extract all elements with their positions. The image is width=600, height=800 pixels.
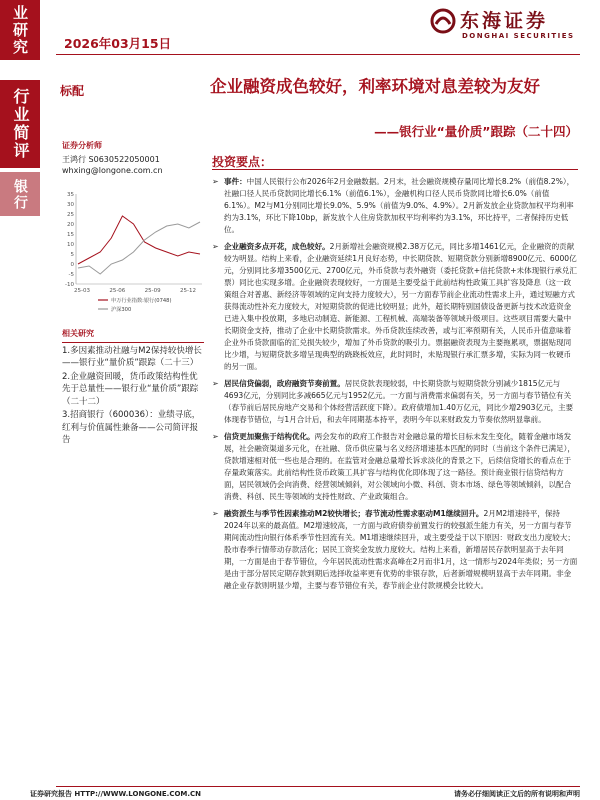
paragraph-corporate-financing: [212, 241, 578, 373]
y-tick-label: 10: [67, 242, 74, 248]
paragraph-event: [212, 176, 578, 236]
related-research: [62, 328, 204, 448]
y-tick-label: 20: [67, 222, 74, 228]
paragraph-lead: 融资派生与季节性因素推动M2较快增长；春节流动性需求驱动M1继续回升。: [224, 509, 484, 518]
paragraph-text: 2月M2增速持平，保持2024年以来的最高值。M2增速较高，一方面与政府债券前置发行的较强派生能力有关，另一方面与春节期间流动性向银行体系季节性回流有关。M1增速继续回升，或主要受益于以下原因：财政支出力度较大；股市春季行情带动存款活化；居民工资奖金发放力度较大。结构上来看，新增居民存款明显高于去年同期，一方面是由于春节错位，今年居民流动性需求高峰在2月而非1月，这一情形与2024年类似；另一方面是由于部分居民定期存款到期后选择收益率更有优势的非银存款，后者新增规模明显高于去年同期。非金融企业存款则明显少增，主要与春节错位有关，春节前企业付款规模会比较大。: [224, 509, 578, 590]
paragraph-text: 居民贷款表现较弱，中长期贷款与短期贷款分别减少1815亿元与4693亿元，分别同比多减665亿元与1952亿元。一方面与消费需求偏弱有关，另一方面与春节错位有关（春节前后居民房地产交易和个体经营活跃度下降）。政府债增加1.40万亿元，同比少增2903亿元，主要体现春节错位，与1月合计后，和去年同期基本持平，表明今年以来财政发力节奏依然明显靠前。: [224, 379, 574, 424]
y-tick-label: 15: [67, 232, 74, 238]
y-tick-label: 5: [70, 252, 74, 258]
main-content: [212, 176, 578, 597]
x-tick-label: 25-03: [74, 288, 90, 294]
analyst-name: 王鸿行 S0630522050001: [62, 155, 160, 164]
bullet-icon: ➢: [212, 432, 219, 441]
y-tick-label: 0: [70, 262, 74, 268]
strip-label-research: 业研究: [11, 4, 29, 56]
series-line-0: [78, 216, 200, 264]
legend-label: 沪深300: [111, 307, 132, 313]
y-tick-label: 30: [67, 202, 74, 208]
paragraph-lead: 居民信贷偏弱，政府融资节奏前置。: [224, 379, 345, 388]
bullet-icon: ➢: [212, 379, 219, 388]
analyst-heading: 证券分析师: [62, 141, 102, 150]
related-item[interactable]: 1.多因素推动社融与M2保持较快增长——银行业“量价质”跟踪（二十三）: [62, 345, 202, 368]
logo-text-en: DONGHAI SECURITIES: [462, 32, 575, 40]
report-title: 企业融资成色较好，利率环境对息差较为友好: [210, 77, 540, 96]
paragraph-text: 2月新增社会融资规模2.38万亿元，同比多增1461亿元，企业融资的贡献较为明显。结构上来看，企业融资延续1月良好态势，中长期贷款、短期贷款分别新增8900亿元、6000亿元，分别同比多增3500亿元、2700亿元，外币贷款与表外融资（委托贷款+信托贷款+未体现银行承兑汇票）同比也实现多增。企业融资表现较好，一方面是主要受益于此前结构性政策工具扩容及降息（这一政策组合对普惠、新经济等领域的定向支持力度较大），另一方面春节前企业流动性需求上升，通过短融方式获得流动性补充力度较大，对短期贷款的促进比较明显；此外，超长期特别国债设备更新与技术改造资金已进入集中投放期，多地启动制造、新能源、工程机械、高端装备等领域升级项目。这些项目需要大量中长期资金支持，推动了企业中长期贷款需求。外币贷款连续改善，或与汇率预期有关，人民币升值意味着企业外币贷款面临的汇兑损失较少，增加了外币贷款的吸引力。票据融资表现为主要拖累项，票据贴现同比少增，与短期贷款多增呈现典型的跷跷板效应，此时同时，未贴现银行承汇票多增，实际为同一枚硬币的另一面。: [224, 242, 577, 371]
y-tick-label: 35: [67, 192, 74, 198]
paragraph-lead: 事件：: [224, 177, 247, 186]
related-item[interactable]: 3.招商银行（600036）：业绩寻底，红利与价值属性兼备——公司简评报告: [62, 410, 201, 445]
report-subtitle: ——银行业“量价质”跟踪（二十四）: [374, 124, 578, 139]
strip-label-industry: 银行: [12, 179, 28, 211]
investment-points-heading: 投资要点：: [212, 155, 273, 169]
paragraph-lead: 企业融资多点开花，成色较好。: [224, 242, 330, 251]
paragraph-text: 两会发布的政府工作报告对金融总量的增长目标未发生变化，随着金融市场发展，社会融资渠道多元化，在社融、货币供应量与名义经济增速基本匹配的同时（当前这个条件已满足），贷款增速相对低一些也是合理的。在监管对金融总量增长诉求淡化的背景之下，后续信贷增长的看点在于存量政策落实。此前结构性货币政策工具扩容与结构优化即体现了这一路径。预计商业银行信贷结构方面，居民领域仍会向消费、经营领域倾斜，对公领域向小微、科创、资本市场、绿色等领域倾斜，以配合消费、科创、民生等领域的支持性财政、产业政策组合。: [224, 432, 575, 501]
y-tick-label: -10: [65, 282, 74, 288]
bullet-icon: ➢: [212, 509, 219, 518]
header-divider: [56, 54, 580, 55]
series-line-1: [78, 222, 200, 274]
x-tick-label: 25-12: [180, 288, 196, 294]
related-item[interactable]: 2.企业融资回暖，货币政策结构性优先于总量性——银行业“量价质”跟踪（二十二）: [62, 371, 199, 407]
bullet-icon: ➢: [212, 177, 219, 186]
paragraph-money-supply: [212, 508, 578, 592]
logo-mark-icon: [430, 8, 456, 34]
paragraph-text: 中国人民银行公布2026年2月金融数据。2月末，社会融资规模存量同比增长8.2%（前值8.2%），社融口径人民币贷款同比增长6.1%（前值6.1%），金融机构口径人民币贷款同比增长6.0%（前值6.1%）。M2与M1分别同比增长9.0%、5.9%（前值为9.0%、4.9%）。2月新发放企业贷款加权平均利率约为3.1%，环比下降10bp，新发放个人住房贷款加权平均利率约为3.1%，环比持平，二者保持历史低位。: [224, 177, 575, 234]
strip-label-report-type: 行业简评: [11, 88, 30, 160]
points-divider: [212, 169, 578, 170]
footer-website[interactable]: 证券研究报告 HTTP://WWW.LONGONE.COM.CN: [30, 790, 202, 798]
paragraph-credit-structure: [212, 431, 578, 503]
footer-divider: [56, 786, 580, 787]
legend-label: 申万行业指数:银行(0748): [111, 298, 172, 304]
bullet-icon: ➢: [212, 242, 219, 251]
analyst-email[interactable]: whxing@longone.com.cn: [62, 166, 163, 175]
y-tick-label: 25: [67, 212, 74, 218]
company-logo: [430, 6, 580, 46]
left-sidebar-strip: [0, 0, 40, 800]
footer-disclaimer: 请务必仔细阅读正文后的所有说明和声明: [454, 790, 580, 798]
x-tick-label: 25-06: [109, 288, 126, 294]
paragraph-household-credit: [212, 378, 578, 426]
industry-rating: 标配: [60, 84, 85, 98]
paragraph-lead: 信贷更加聚焦于结构优化。: [224, 432, 315, 441]
related-research-heading: 相关研究: [62, 328, 204, 343]
logo-text-cn: 东海证券: [460, 10, 549, 32]
report-date: 2026年03月15日: [64, 36, 172, 51]
index-performance-chart: [58, 188, 206, 320]
y-tick-label: -5: [68, 272, 74, 278]
x-tick-label: 25-09: [144, 288, 161, 294]
